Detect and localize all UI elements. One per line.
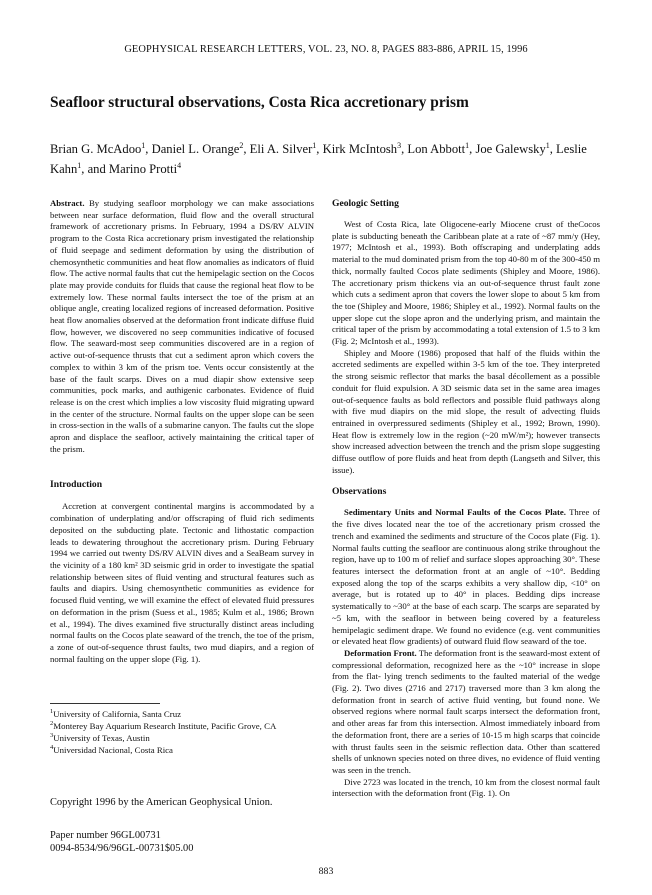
subsection-label-cocos-plate: Sedimentary Units and Normal Faults of the Cocos Plate. <box>344 507 566 518</box>
author-name: Lon Abbott <box>407 142 466 156</box>
footnote-text: Monterey Bay Aquarium Research Institute, Pacific Grove, CA <box>53 721 277 731</box>
author-name: Joe Galewsky <box>475 142 546 156</box>
footnote-item <box>50 732 314 744</box>
author-list <box>50 139 610 179</box>
abstract-label: Abstract. <box>50 198 85 208</box>
right-column <box>332 198 600 853</box>
observations-heading: Observations <box>332 486 387 498</box>
author-separator: , <box>243 142 250 156</box>
author-separator: , and <box>81 162 109 176</box>
paper-identifiers <box>50 829 314 855</box>
copyright-notice: Copyright 1996 by the American Geophysical Union. <box>50 797 273 808</box>
footnote-item <box>50 720 314 732</box>
journal-header: GEOPHYSICAL RESEARCH LETTERS, VOL. 23, NO. 8, PAGES 883-886, APRIL 15, 1996 <box>124 44 528 55</box>
author-separator: , <box>549 142 557 156</box>
footnote-text: Universidad Nacional, Costa Rica <box>53 745 173 755</box>
abstract <box>50 198 314 455</box>
footnote-mark: 1 <box>50 708 54 716</box>
author-name: Eli A. Silver <box>249 142 313 156</box>
introduction-text: Accretion at convergent continental margins is accommodated by a combination of underplating and/or offscraping of fluid rich sediments deposited on the subducting plate. Tectonic and lithostatic compaction leads to dewatering throughout the accretionary prism. During February 1994 we carried out twenty DS/RV ALVIN dives and a SeaBeam survey in the vicinity of a 180 km² 3D seismic grid in order to investigate the spatial relationship between sites of fluid venting and structural features such as faults and diapirs. Using chemosynthetic communities as evidence for focused fluid venting, we will examine the effect of elevated fluid pressures on deformation in the prism (Suess et al., 1985; Kulm et al., 1986; Brown et al., 1994). The dives examined five structurally distinct areas including normal faults on the Cocos plate seaward of the trench, the toe of the prism, a zone of out-of-sequence thrust faults, two mud diapirs, and a region of normal faulting on the upper slope (Fig. 1). <box>50 501 314 664</box>
affiliation-footnotes <box>50 703 314 756</box>
subsection-label-deformation-front: Deformation Front. <box>344 647 417 658</box>
observations-paragraph-2 <box>332 648 600 777</box>
author-affiliation-mark: 1 <box>312 140 317 150</box>
footnote-mark: 2 <box>50 720 54 728</box>
geologic-setting-paragraph-1: West of Costa Rica, late Oligocene-early Miocene crust of theCocos plate is subducting beneath the Caribbean plate at a rate of ~87 mm/y (Hey, 1977; McIntosh et al., 1993). Both offscraping and underplating adds material to the mud dominated prism from the top 40-80 m of the 300-450 m thick, normally faulted Cocos plate sediments (Shipley and Moore, 1986). The accretionary prism thickens via an out-of-sequence thrust fault zone which cuts a sediment apron that covers the lower slope to about 5 km from the toe (Shipley and Moore, 1986; Shipley et al., 1992). Normal faults on the upper slope cut the slope apron and the underlying prism, and maintain the critical taper of the prism by accommodating a total extension of 1.5 to 3 km (Fig. 2; McIntosh et al., 1993). <box>332 219 600 347</box>
page-number: 883 <box>318 866 334 877</box>
footnote-item <box>50 744 314 756</box>
observations-paragraph-1 <box>332 507 600 647</box>
geologic-setting-paragraph-2: Shipley and Moore (1986) proposed that half of the fluids within the accreted sediments are expelled within 3-5 km of the toe. They interpreted the strong seismic reflector that marks the basal décollement as a possible conduit for fluid expulsion. A 3D seismic data set in the same area images out-of-sequence faults as bold reflectors and possible fluid pathways along with five mud diapirs on the mid slope, the result of advecting fluids entrained in overpressured sediments (Shipley et al., 1992; Brown, 1990). Heat flow is extremely low in the region (~20 mW/m²); however transects show increased advection between the trench and the prism slope suggesting diffuse outflow of pore fluids and heat from depth (Langseth and Silver, this issue). <box>332 347 600 475</box>
author-name: Daniel L. Orange <box>151 142 240 156</box>
author-affiliation-mark: 4 <box>177 160 182 170</box>
author-separator: , <box>469 142 476 156</box>
subsection-text-cocos-plate: Three of the five dives located near the toe of the accretionary prism crossed the trench and examined the sediments and structure of the Cocos plate (Fig. 1). Normal faults cutting the seafloor are continuous along strike throughout the region, have up to 100 m of relief and surface slopes approaching 30°. These features intersect the deformation front at an angle of ~10°. Bedding exposed along the top of the scarps exhibits a very shallow dip, <10° on average, but is rotated up to 40° in places. Bedding dips increase systematically to ~30° at the base of each scarp. The scarps are separated by ~5 km, with the seafloor in between being covered by a featureless hemipelagic sediment drape. We found no evidence (e.g. vent communities or elevated heat flow gradients) of outward fluid flow seaward of the toe. <box>332 507 601 647</box>
author-affiliation-mark: 1 <box>545 140 550 150</box>
paper-number: Paper number 96GL00731 <box>50 830 161 841</box>
footnote-rule <box>50 703 160 704</box>
footnote-mark: 4 <box>50 744 54 752</box>
author-name: Marino Protti <box>108 162 178 176</box>
geologic-setting-heading: Geologic Setting <box>332 198 399 209</box>
author-name: Leslie Kahn <box>50 142 587 176</box>
footnote-item <box>50 708 314 720</box>
author-separator: , <box>316 142 323 156</box>
issn-line: 0094-8534/96/96GL-00731$05.00 <box>50 843 194 854</box>
author-name: Brian G. McAdoo <box>50 142 142 156</box>
author-affiliation-mark: 2 <box>239 140 244 150</box>
author-affiliation-mark: 3 <box>397 140 402 150</box>
author-affiliation-mark: 1 <box>77 160 82 170</box>
author-affiliation-mark: 1 <box>465 140 470 150</box>
footnote-text: University of California, Santa Cruz <box>53 709 182 719</box>
article-title: Seafloor structural observations, Costa Rica accretionary prism <box>50 94 469 111</box>
author-name: Kirk McIntosh <box>322 142 398 156</box>
author-separator: , <box>145 142 152 156</box>
footnote-mark: 3 <box>50 732 54 740</box>
footnote-list <box>50 708 314 756</box>
author-separator: , <box>401 142 408 156</box>
observations-paragraph-3: Dive 2723 was located in the trench, 10 km from the closest normal fault intersection with the deformation front (Fig. 1). On <box>332 776 600 799</box>
author-affiliation-mark: 1 <box>141 140 146 150</box>
subsection-text-deformation-front: The deformation front is the seaward-most extent of compressional deformation, recognized here as the ~10° increase in slope from the flat- lying trench sediments to the faulted material of the wedge (Fig. 2). Two dives (2716 and 2717) traversed more than 3 km along the deformation front in search of active fluid venting, but found none. We observed regions where normal fault scarps intersect the deformation front, and other areas far from this intersection. Almost immediately inboard from the deformation front, there are a series of 10-15 m high scarps that coincide with thrust faults seen in the seismic reflection data. Other than scattered shells of unknown species noted on three dives, no evidence of fluid venting was seen in the trench. <box>332 647 600 775</box>
abstract-text: By studying seafloor morphology we can make associations between near surface deformation, fluid flow and the overall structural framework of accretionary prisms. In February, 1994 a DS/RV ALVIN program to the Costa Rica accretionary prism investigated the relationship of fluid seepage and sediment deformation by using the distribution of chemosynthetic communities and heat flow anomalies as indicators of fluid flow. The active normal faults that cut the hemipelagic section on the Cocos plate may provide conduits for fluids that cause the regional heat flow to be extremely low. These normal faults intersect the toe of the prism at an oblique angle, creating localized regions of increased deformation. Positive heat flow anomalies observed at the deformation front indicate diffuse fluid flow, however, we discovered no seep communities indicative of focused flow. The seaward-most seep communities discovered are in a region of active out-of-sequence thrusts that cut a sediment apron which covers the complex to within 3 km of the prism toe. Vents occur consistently at the base of the fault scarps. Dives on a mud diapir show extensive seep communities, pock marks, and authigenic carbonates. Evidence of fluid release is on the crest which implies a low viscosity fluid migrating upward in the center of the structure. Normal faults on the upper slope can be seen in cross-section in the walls of a submarine canyon. The faults cut the slope apron and displace the seafloor, actively maintaining the critical taper of the prism. <box>50 198 314 454</box>
footnote-text: University of Texas, Austin <box>53 733 150 743</box>
introduction-heading: Introduction <box>50 479 103 491</box>
